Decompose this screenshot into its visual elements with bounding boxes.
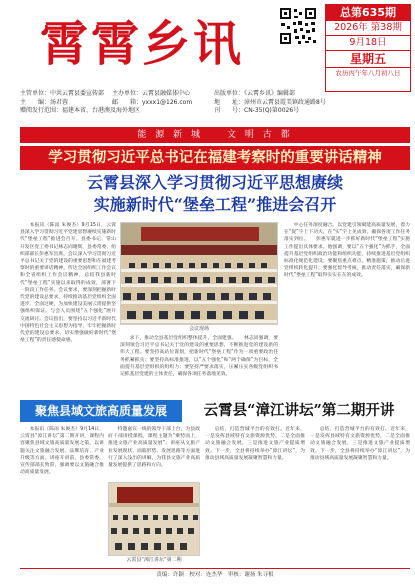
footer-credits: 责编：许颖 校对：连杰华 审核：谢扬 朱寻根 [156,572,274,578]
section-b-header [20,400,410,422]
newspaper-title: 霄霄乡讯 [40,16,245,72]
meta-cell: 地 址：漳州市云霄县霞美镇政通路8号 [214,98,326,106]
main-story-column-1 [20,222,116,396]
section-b-column-3 [205,426,305,564]
publication-meta [20,90,410,116]
meta-cell: 主办单位：云霄县融媒体中心 [112,90,191,97]
main-headline [20,172,410,216]
issue-lunar-date: 农历丙午年八月初八日 [335,69,401,77]
meta-cell: 刊 号：CN-35(Q)第0026号 [214,107,300,114]
lecture-photo [108,482,200,556]
lecture-photo-caption: 云霄县“漳江讲坛”第二期 [126,557,182,563]
article-paragraph: 总结，打造营城平台的有效打。近年来，一是发挥县域特有文旅资源优势，二是全面推动文旅融合发展，三是推进文旅产业提质增效。下一步，全县将持续举办“漳江讲坛”，为推动县域高质量发展凝聚智慧和力量。 [205,427,305,461]
meta-row [20,99,410,108]
section-b-title: 云霄县“漳江讲坛”第二期开讲 [203,402,395,419]
meeting-photo [120,222,278,325]
slogan-banner: 能 源 新 城 文 明 古 都 [20,127,410,143]
article-paragraph: 本报讯（陈雨 朱俊杰）9月14日，云霄县“漳江讲坛”第二期开讲，课程内容聚焦县域文旅高质量发展之策，以讲题关注文旅融合发展、品牌培育、产业升级等方面。讲座开讲前，县委常委、宣传部部长致辞，强调要以文旅融合推动高质量发展。 [20,427,104,476]
meta-row [20,90,410,99]
meeting-photo-caption: 会议现场 [188,326,209,332]
issue-weekday: 星期五 [326,51,410,68]
main-headline-line2: 实施新时代“堡垒工程”推进会召开 [93,195,337,214]
section-b-column-1 [20,426,104,564]
footer-divider [20,568,410,569]
article-paragraph: 本报讯（陈雨 朱俊杰）9月15日，云霄县深入学习贯彻习近平党建思想赓续实施新时代“堡垒工程”推进会召开。县委书记、常山开发区党工委书记林志同谢辉，县委常委、组织部部长彭惠军出席。会议深入学习贯彻习近平总书记关于党的建设的重要思想和在福建考察时的重要讲话精神，传达全国组织工作会议和全省组织工作会议精神，总结我县新时代“堡垒工程”实施以来取得的成效，部署下一阶段工作任务。会议要求，要深刻把握新时代党的建设总要求，持续推动基层党组织全面进步、全面过硬，为加快建设美丽云霄提供坚强组织保证。与会人员围绕“五个强化”展开交流研讨。会议指出，要坚持以习近平新时代中国特色社会主义思想为指导，牢牢把握新时代党的建设总要求，切实增强做好新时代“堡垒工程”的责任感使命感。 [20,223,116,344]
section-b-column-4 [310,426,410,564]
meta-cell: 主管单位：中共云霄县委宣传部 [20,90,105,97]
issue-year: 2026年 第38期 [326,21,410,36]
qr-code-icon [278,6,318,54]
issue-info-box [325,4,411,92]
issue-total: 总第635期 [326,5,410,21]
article-paragraph: 中心任务深度融合。以党建引领赋能高质量发展，着力在“促”字上下功夫，在“实”字上见成效，确保各项工作任务落实到位。 彭惠军就进一步抓好新时代“堡垒工程”实施工作提出具体要求。他强调，要以“五个强化”为抓手，全面提升基层党组织政治功能和组织功能，持续推进基层党组织标准化规范化建设；要聚焦重点难点，精准施策，推动后进党组织转化提升；要强化督导考核，推动责任落实，确保新时代“堡垒工程”取得实实在在的成效。 [284,223,410,279]
article-paragraph: 特邀嘉宾一线的领导干部上台，为县政府干部讲授课程，课程主题为“乘势而上，推进文旅产业高质量发展”。讲座从文旅产业发展现状、面临形势、发展思路等方面进行了深入浅出的讲解，为我县文旅产业高质量发展提供了思路和方向。 [108,427,200,469]
main-story-column-3 [284,222,410,396]
main-story-column-2 [120,335,278,397]
issue-date: 9月18日 [326,36,410,51]
meta-row [20,107,410,116]
section-b-column-2 [108,426,200,480]
section-b-label: 聚焦县域文旅高质量发展 [20,400,182,422]
article-paragraph: 求下，推动全县基层党组织整体提升，全面建强。 林志同强调，要深刻领会习近平总书记关于党的建设的重要思想，不断推进党的建设新的伟大工程。要坚持高站位谋划，把新时代“堡垒工程”作为一项重要政治任务抓紧抓实；要坚持高标准推进，以“五个强化”和“两个确保”为目标，全面提升基层党组织的组织力；要坚持严要求落实，压紧压实各级党组织书记抓基层党建的主体责任，确保各项任务落地见效。 [120,336,278,378]
article-paragraph: 总结，打造营城平台的有效打。近年来，一是发挥县域特有文旅资源优势，二是全面推动文旅融合发展，三是推进文旅产业提质增效。下一步，全县将持续举办“漳江讲坛”，为推动县域高质量发展凝聚智慧和力量。 [310,427,410,461]
meta-cell: 主 编：汤君蓉 [20,98,69,106]
masthead [0,0,415,92]
main-headline-line1: 云霄县深入学习贯彻习近平思想赓续 [86,173,343,192]
headline-band: 学习贯彻习近平总书记在福建考察时的重要讲话精神 [20,146,410,170]
meta-cell: 邮 箱：yxxx1@126.com [112,98,193,106]
meta-cell: 出版单位：《云霄乡讯》编辑部 [214,90,296,97]
meta-cell: 赠阅发行范围：福建本省、台港澳及海外地区 [20,107,141,114]
